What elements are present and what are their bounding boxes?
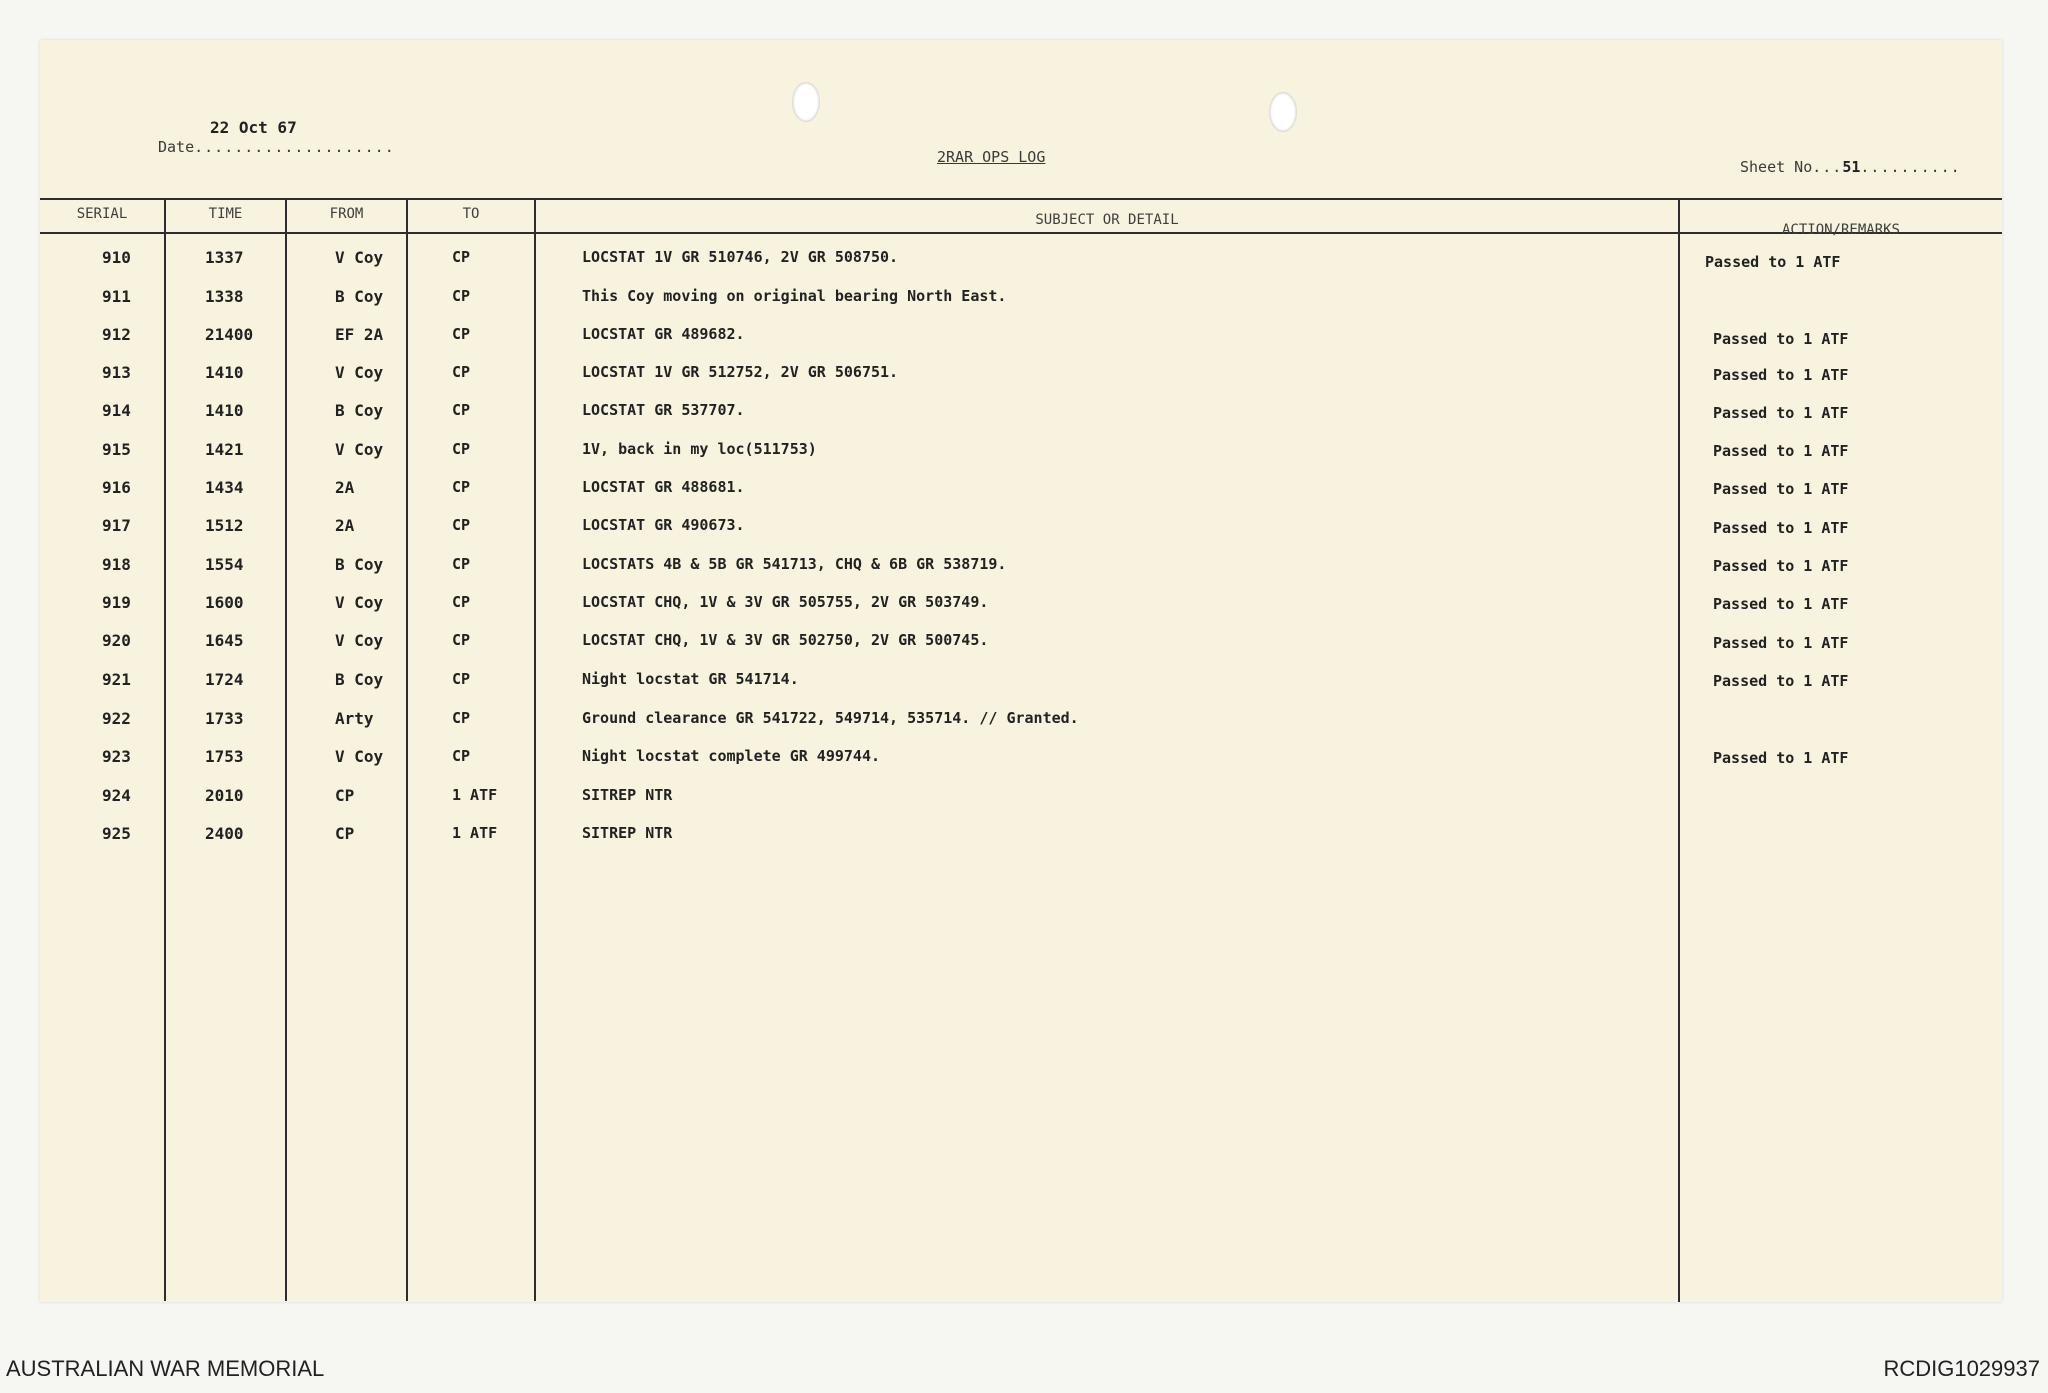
footer-source: AUSTRALIAN WAR MEMORIAL xyxy=(6,1356,325,1381)
sheet-value: 51 xyxy=(1842,158,1861,176)
cell-remark: Passed to 1 ATF xyxy=(1713,330,1849,348)
cell-to: CP xyxy=(452,287,471,305)
cell-remark: Passed to 1 ATF xyxy=(1713,749,1849,767)
cell-to: CP xyxy=(452,593,471,611)
cell-to: CP xyxy=(452,248,471,266)
log-sheet xyxy=(40,40,2002,1302)
sheet-field: Sheet No...51.......... xyxy=(1740,158,1961,176)
cell-serial: 914 xyxy=(102,401,131,420)
log-row xyxy=(40,631,2002,659)
cell-from: V Coy xyxy=(335,440,384,459)
cell-serial: 911 xyxy=(102,287,131,306)
cell-detail: LOCSTAT 1V GR 510746, 2V GR 508750. xyxy=(582,248,899,266)
log-row xyxy=(40,287,2002,315)
cell-to: CP xyxy=(452,555,471,573)
sheet-label: Sheet No xyxy=(1740,158,1813,176)
cell-time: 21400 xyxy=(205,325,254,344)
cell-detail: Ground clearance GR 541722, 549714, 535714. // Granted. xyxy=(582,709,1079,727)
cell-remark: Passed to 1 ATF xyxy=(1713,442,1849,460)
cell-from: 2A xyxy=(335,516,355,535)
cell-detail: LOCSTAT CHQ, 1V & 3V GR 505755, 2V GR 503749. xyxy=(582,593,989,611)
cell-to: CP xyxy=(452,631,471,649)
log-row xyxy=(40,786,2002,814)
cell-detail: LOCSTAT GR 537707. xyxy=(582,401,745,419)
cell-time: 1410 xyxy=(205,363,244,382)
log-row xyxy=(40,747,2002,775)
log-row xyxy=(40,478,2002,506)
cell-serial: 915 xyxy=(102,440,131,459)
cell-to: CP xyxy=(452,747,471,765)
log-entries xyxy=(40,40,2002,1302)
log-row xyxy=(40,248,2002,276)
cell-serial: 923 xyxy=(102,747,131,766)
date-field: Date.................... xyxy=(158,138,395,156)
log-row xyxy=(40,670,2002,698)
cell-remark: Passed to 1 ATF xyxy=(1713,404,1849,422)
log-row xyxy=(40,325,2002,353)
cell-detail: LOCSTAT GR 488681. xyxy=(582,478,745,496)
cell-from: CP xyxy=(335,786,355,805)
cell-time: 1733 xyxy=(205,709,244,728)
cell-from: EF 2A xyxy=(335,325,384,344)
cell-time: 1645 xyxy=(205,631,244,650)
cell-remark: Passed to 1 ATF xyxy=(1705,253,1841,271)
cell-serial: 910 xyxy=(102,248,131,267)
cell-from: Arty xyxy=(335,709,374,728)
cell-from: B Coy xyxy=(335,287,384,306)
cell-serial: 916 xyxy=(102,478,131,497)
cell-detail: LOCSTAT CHQ, 1V & 3V GR 502750, 2V GR 500745. xyxy=(582,631,989,649)
cell-serial: 924 xyxy=(102,786,131,805)
log-row xyxy=(40,401,2002,429)
cell-detail: LOCSTATS 4B & 5B GR 541713, CHQ & 6B GR 538719. xyxy=(582,555,1007,573)
cell-remark: Passed to 1 ATF xyxy=(1713,672,1849,690)
cell-from: 2A xyxy=(335,478,355,497)
cell-detail: SITREP NTR xyxy=(582,824,673,842)
cell-time: 1421 xyxy=(205,440,244,459)
cell-serial: 913 xyxy=(102,363,131,382)
cell-to: CP xyxy=(452,670,471,688)
cell-serial: 917 xyxy=(102,516,131,535)
cell-remark: Passed to 1 ATF xyxy=(1713,366,1849,384)
cell-time: 1337 xyxy=(205,248,244,267)
column-header-from: FROM xyxy=(329,206,364,222)
cell-remark: Passed to 1 ATF xyxy=(1713,595,1849,613)
cell-detail: LOCSTAT GR 489682. xyxy=(582,325,745,343)
log-row xyxy=(40,516,2002,544)
cell-time: 1600 xyxy=(205,593,244,612)
cell-detail: This Coy moving on original bearing North East. xyxy=(582,287,1007,305)
cell-to: CP xyxy=(452,440,471,458)
date-value: 22 Oct 67 xyxy=(210,118,297,137)
cell-time: 1434 xyxy=(205,478,244,497)
cell-time: 2400 xyxy=(205,824,244,843)
column-header-time: TIME xyxy=(208,206,243,222)
cell-detail: LOCSTAT GR 490673. xyxy=(582,516,745,534)
cell-to: 1 ATF xyxy=(452,824,498,842)
cell-time: 1512 xyxy=(205,516,244,535)
cell-to: 1 ATF xyxy=(452,786,498,804)
cell-serial: 922 xyxy=(102,709,131,728)
cell-from: V Coy xyxy=(335,248,384,267)
cell-serial: 919 xyxy=(102,593,131,612)
cell-serial: 912 xyxy=(102,325,131,344)
cell-to: CP xyxy=(452,363,471,381)
cell-detail: 1V, back in my loc(511753) xyxy=(582,440,817,458)
log-row xyxy=(40,709,2002,737)
cell-time: 1410 xyxy=(205,401,244,420)
log-row xyxy=(40,363,2002,391)
cell-detail: LOCSTAT 1V GR 512752, 2V GR 506751. xyxy=(582,363,899,381)
log-row xyxy=(40,824,2002,852)
footer-reference: RCDIG1029937 xyxy=(1883,1356,2040,1381)
cell-from: V Coy xyxy=(335,631,384,650)
page-title: 2RAR OPS LOG xyxy=(937,148,1046,166)
cell-time: 1338 xyxy=(205,287,244,306)
cell-serial: 925 xyxy=(102,824,131,843)
cell-from: B Coy xyxy=(335,555,384,574)
cell-remark: Passed to 1 ATF xyxy=(1713,519,1849,537)
column-header-to: TO xyxy=(462,206,480,222)
cell-detail: SITREP NTR xyxy=(582,786,673,804)
cell-from: V Coy xyxy=(335,593,384,612)
log-row xyxy=(40,440,2002,468)
log-row xyxy=(40,555,2002,583)
column-header-action: ACTION/REMARKS xyxy=(1781,222,1900,238)
cell-time: 1554 xyxy=(205,555,244,574)
cell-from: CP xyxy=(335,824,355,843)
cell-to: CP xyxy=(452,401,471,419)
column-header-serial: SERIAL xyxy=(76,206,128,222)
cell-time: 1724 xyxy=(205,670,244,689)
cell-from: V Coy xyxy=(335,747,384,766)
cell-remark: Passed to 1 ATF xyxy=(1713,634,1849,652)
cell-time: 2010 xyxy=(205,786,244,805)
cell-to: CP xyxy=(452,478,471,496)
log-row xyxy=(40,593,2002,621)
cell-detail: Night locstat GR 541714. xyxy=(582,670,799,688)
cell-to: CP xyxy=(452,516,471,534)
cell-time: 1753 xyxy=(205,747,244,766)
cell-remark: Passed to 1 ATF xyxy=(1713,480,1849,498)
cell-serial: 920 xyxy=(102,631,131,650)
cell-serial: 921 xyxy=(102,670,131,689)
cell-from: B Coy xyxy=(335,401,384,420)
cell-remark: Passed to 1 ATF xyxy=(1713,557,1849,575)
cell-to: CP xyxy=(452,325,471,343)
cell-to: CP xyxy=(452,709,471,727)
column-header-subject: SUBJECT OR DETAIL xyxy=(1035,212,1179,228)
cell-from: V Coy xyxy=(335,363,384,382)
cell-from: B Coy xyxy=(335,670,384,689)
cell-detail: Night locstat complete GR 499744. xyxy=(582,747,881,765)
date-label: Date xyxy=(158,138,195,156)
cell-serial: 918 xyxy=(102,555,131,574)
